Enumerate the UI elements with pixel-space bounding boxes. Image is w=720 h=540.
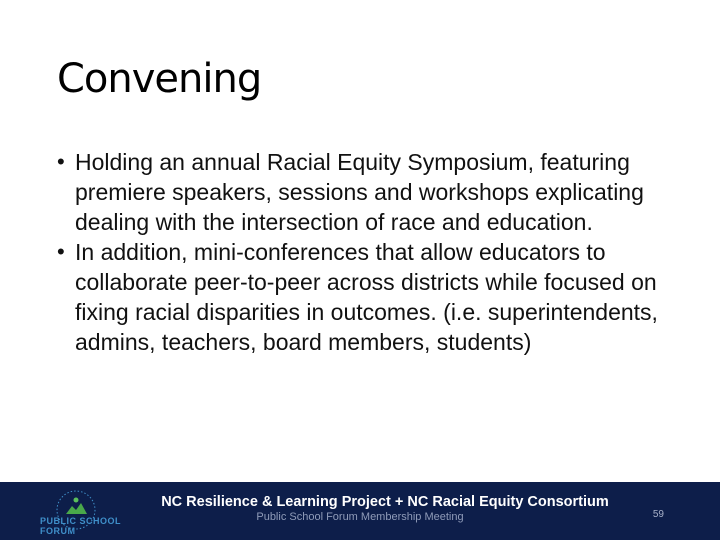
footer-main-text: NC Resilience & Learning Project + NC Racial Equity Consortium bbox=[161, 494, 609, 510]
logo-text-line2: FORUM bbox=[40, 526, 76, 536]
page-number: 59 bbox=[652, 509, 664, 520]
bullet-text: Holding an annual Racial Equity Symposium, featuring premiere speakers, sessions and workshops explicating dealing with the intersection of race and education. bbox=[75, 149, 644, 235]
bullet-icon: • bbox=[57, 239, 65, 264]
footer-bar bbox=[0, 482, 720, 540]
footer-sub-text: Public School Forum Membership Meeting bbox=[256, 511, 464, 523]
bullet-text: In addition, mini-conferences that allow educators to collaborate peer-to-peer across districts while focused on fixing racial disparities in outcomes. (i.e. superintendents, admins, teachers, board members, students) bbox=[75, 239, 658, 355]
slide-title: Convening bbox=[57, 56, 262, 102]
bullet-item bbox=[57, 237, 672, 357]
bullet-list bbox=[57, 147, 672, 357]
bullet-item bbox=[57, 147, 672, 237]
public-school-forum-logo-icon bbox=[36, 488, 122, 536]
logo-text-line1: PUBLIC SCHOOL bbox=[40, 516, 122, 526]
bullet-icon: • bbox=[57, 149, 65, 174]
